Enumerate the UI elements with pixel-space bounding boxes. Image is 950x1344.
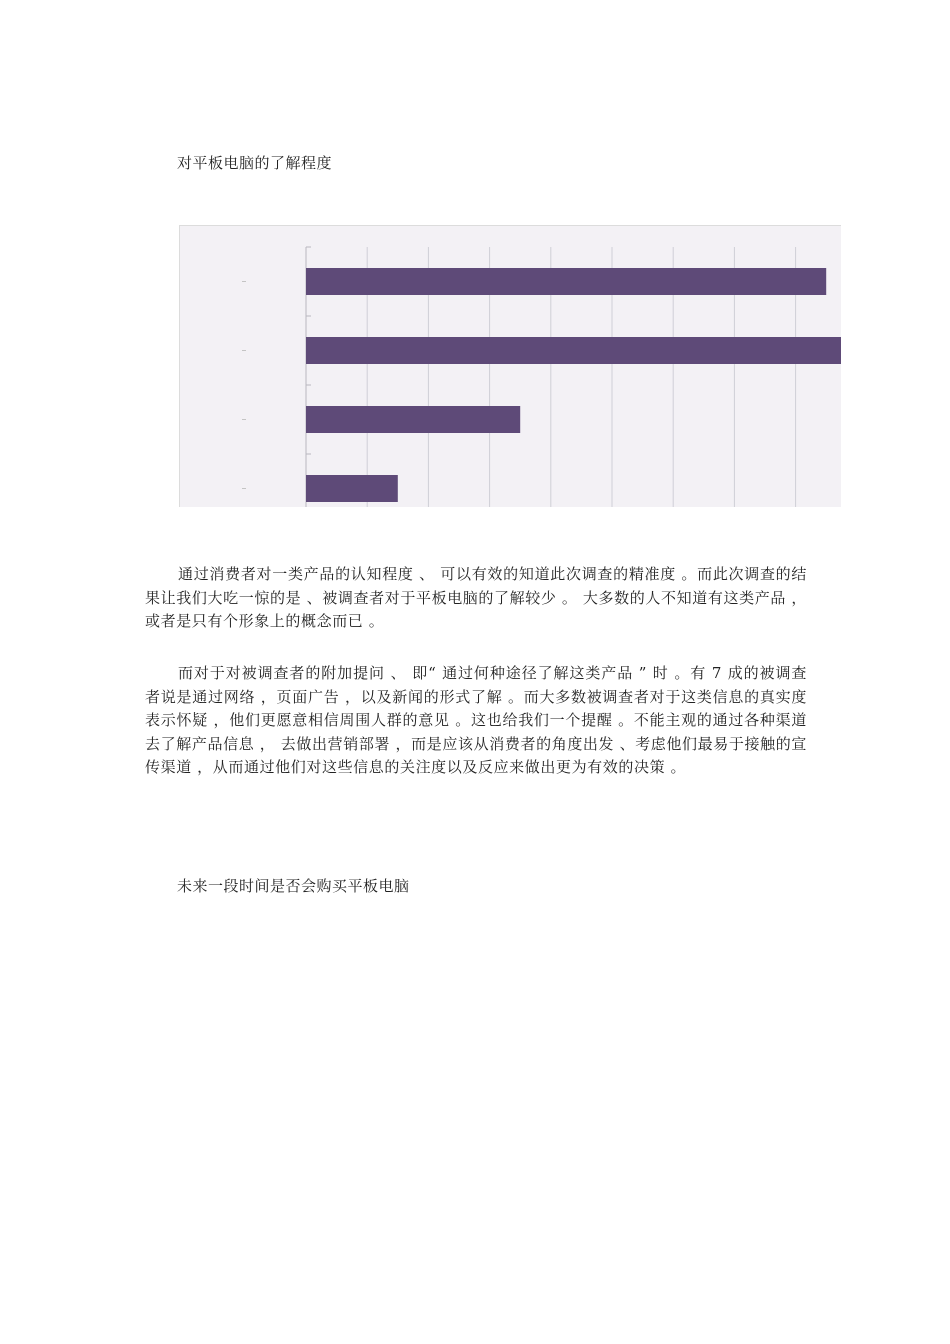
chart-heading: 对平板电脑的了解程度 bbox=[177, 154, 333, 172]
paragraph-awareness: 通过消费者对一类产品的认知程度 、 可以有效的知道此次调查的精准度 。而此次调查的结果让我们大吃一惊的是 、被调查者对于平板电脑的了解较少 。 大多数的人不知道有这类产品 ，或者是只有个形象上的概念而已 。 bbox=[145, 565, 807, 630]
paragraph-channels: 而对于对被调查者的附加提问 、 即“ 通过何种途径了解这类产品 ” 时 。有 7 成的被调查者说是通过网络 ，页面广告 ，以及新闻的形式了解 。而大多数被调查者对于这类信息的真实度表示怀疑 ，他们更愿意相信周围人群的意见 。这也给我们一个提醒 。不能主观的通过各种渠道去了解产品信息 ， 去做出营销部署 ，而是应该从消费者的角度出发 、考虑他们最易于接触的宣传渠道 ，从而通过他们对这些信息的关注度以及反应来做出更为有效的决策 。 bbox=[145, 664, 807, 776]
bar-chart bbox=[179, 225, 841, 507]
bar bbox=[306, 475, 398, 502]
bar bbox=[306, 268, 826, 295]
bar-chart-svg bbox=[180, 226, 841, 507]
purchase-intent-heading: 未来一段时间是否会购买平板电脑 bbox=[177, 877, 410, 895]
bar bbox=[306, 337, 841, 364]
bar bbox=[306, 406, 520, 433]
